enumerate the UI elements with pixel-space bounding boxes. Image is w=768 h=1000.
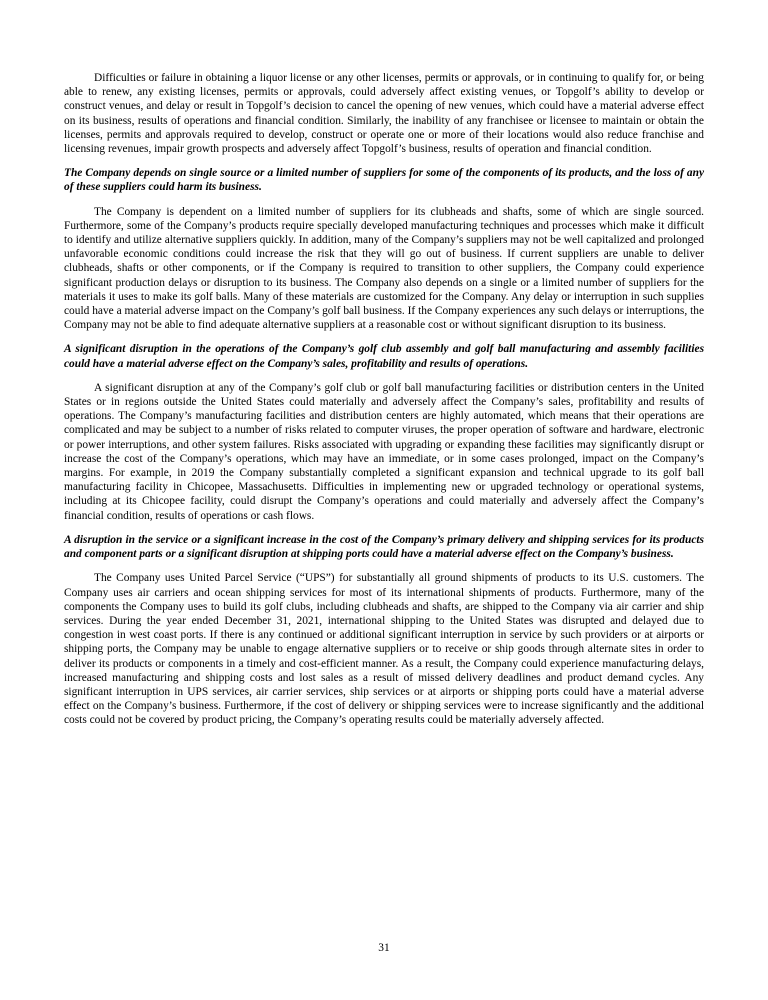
risk-paragraph-shipping: The Company uses United Parcel Service (“UPS”) for substantially all ground shipments of products to its U.S. customers. The Company uses air carriers and ocean shipping services for most of its international shipments of products. Furthermore, many of the components the Company uses to build its golf clubs, including clubheads and shafts, are shipped to the Company via air carrier and ship services. During the year ended December 31, 2021, international shipping to the United States was disrupted and delayed due to congestion in west coast ports. If there is any continued or additional significant interruption in service by such providers or at airports or shipping ports, the Company may be unable to engage alternative suppliers or to receive or ship goods through alternate sites in order to deliver its products or components in a timely and cost-efficient manner. As a result, the Company could experience manufacturing delays, increased manufacturing and shipping costs and lost sales as a result of missed delivery deadlines and product demand cycles. Any significant interruption in UPS services, air carrier services, ship services or at airports or shipping ports could have a material adverse effect on the Company’s business. Furthermore, if the cost of delivery or shipping services were to increase significantly and the additional costs could not be covered by product pricing, the Company’s operating results could be materially adversely affected. bbox=[64, 572, 704, 727]
risk-heading-shipping-disruption: A disruption in the service or a significant increase in the cost of the Company’s primary delivery and shipping services for its products and component parts or a significant disruption at shipping ports could have a material adverse effect on the Company’s business. bbox=[64, 533, 704, 561]
document-body bbox=[64, 71, 704, 738]
risk-paragraph-licenses: Difficulties or failure in obtaining a liquor license or any other licenses, permits or approvals, or in continuing to qualify for, or being able to renew, any existing licenses, permits or approvals, could adversely affect existing venues, or Topgolf’s ability to develop or construct venues, and delay or result in Topgolf’s decision to cancel the opening of new venues, which could have a material adverse effect on its business, results of operations and financial condition. Similarly, the inability of any franchisee or licensee to maintain or obtain the licenses, permits and approvals required to develop, construct or operate one or more of their locations would also reduce franchise and licensing revenues, impair growth prospects and adversely affect Topgolf’s business, results of operation and financial condition. bbox=[64, 72, 704, 156]
risk-heading-single-source-suppliers: The Company depends on single source or a limited number of suppliers for some of the components of its products, and the loss of any of these suppliers could harm its business. bbox=[64, 167, 704, 194]
risk-heading-manufacturing-disruption: A significant disruption in the operations of the Company’s golf club assembly and golf ball manufacturing and assembly facilities could have a material adverse effect on the Company’s sales, profitability and results of operations. bbox=[64, 343, 704, 370]
risk-paragraph-manufacturing: A significant disruption at any of the Company’s golf club or golf ball manufacturing facilities or distribution centers in the United States or in regions outside the United States could materially and adversely affect the Company’s sales, profitability and results of operations. The Company’s manufacturing facilities and distribution centers are highly automated, which means that their operations are complicated and may be subject to a number of risks related to computer viruses, the proper operation of software and hardware, electronic or power interruptions, and other system failures. Risks associated with upgrading or expanding these facilities may significantly disrupt or increase the cost of the Company’s operations, which may have an immediate, or in some cases prolonged, impact on the Company’s margins. For example, in 2019 the Company substantially completed a significant expansion and technical upgrade to its golf ball manufacturing facility in Chicopee, Massachusetts. Difficulties in implementing new or upgraded technology or operational systems, including at its Chicopee facility, could disrupt the Company’s operations and could materially and adversely affect the Company’s financial condition, results of operations or cash flows. bbox=[64, 381, 704, 522]
risk-paragraph-suppliers: The Company is dependent on a limited number of suppliers for its clubheads and shafts, some of which are single sourced. Furthermore, some of the Company’s products require specially developed manufacturing techniques and processes which make it difficult to identify and utilize alternative suppliers quickly. In addition, many of the Company’s suppliers may not be well capitalized and prolonged unfavorable economic conditions could increase the risk that they will go out of business. If current suppliers are unable to deliver clubheads, shafts or other components, or if the Company is required to transition to other suppliers, the Company could experience significant production delays or disruption to its business. The Company also depends on a single or a limited number of suppliers for the materials it uses to make its golf balls. Many of these materials are customized for the Company. Any delay or interruption in such supplies could have a material adverse impact on the Company’s golf ball business. If the Company experiences any such delays or interruptions, the Company may not be able to find adequate alternative suppliers at a reasonable cost or without significant disruption to its business. bbox=[64, 205, 704, 332]
page-number: 31 bbox=[378, 942, 390, 954]
